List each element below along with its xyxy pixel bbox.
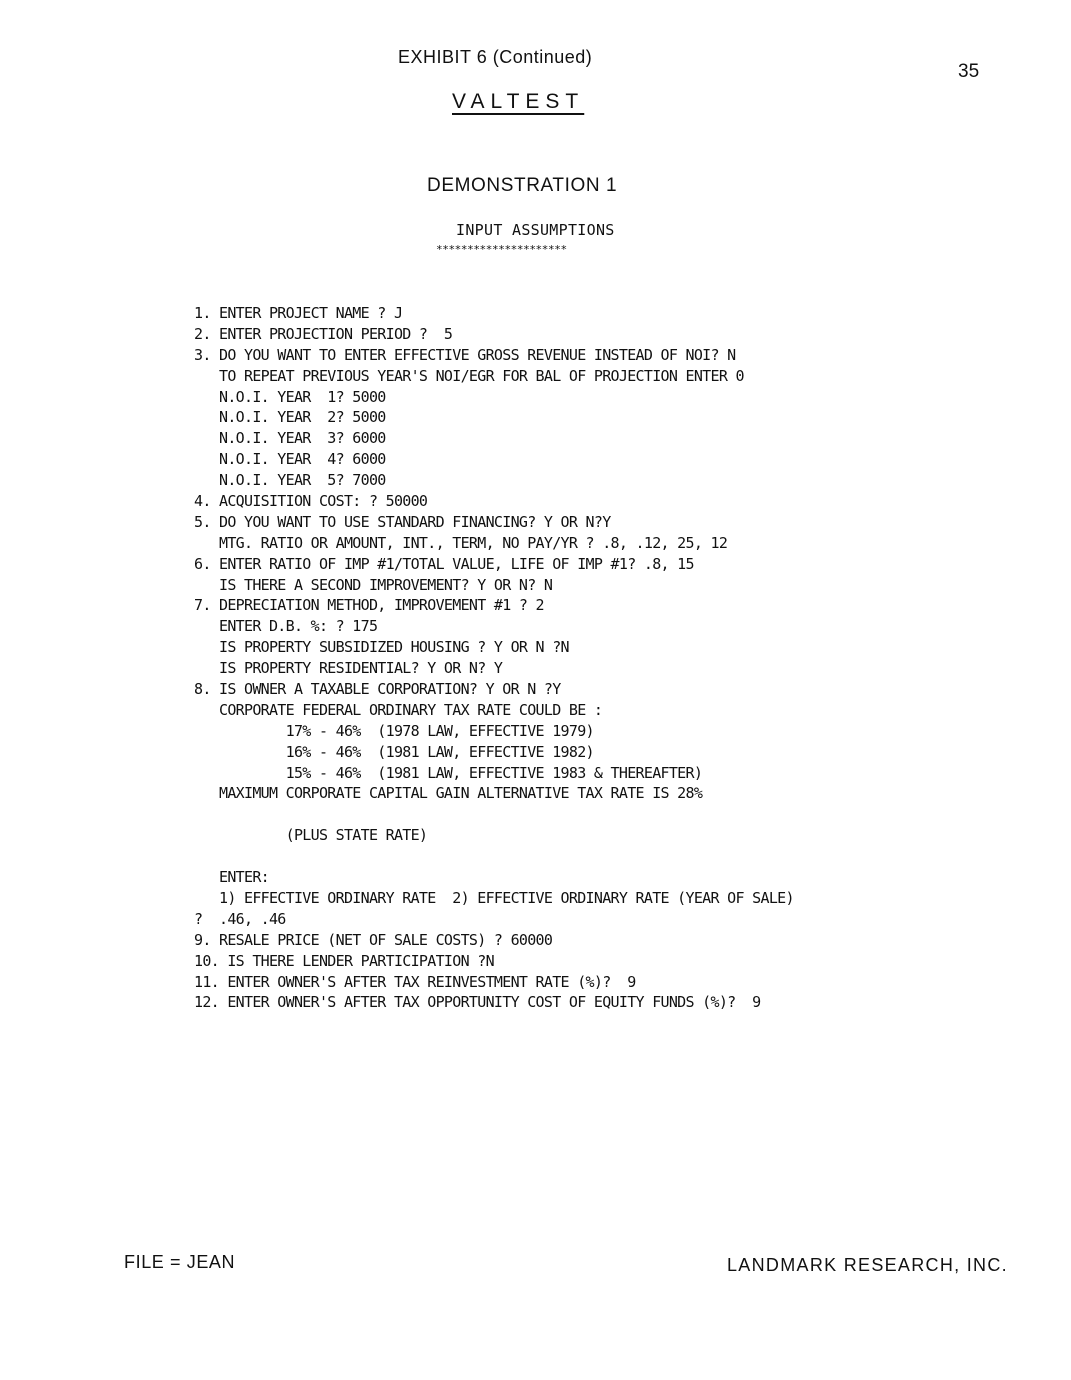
printout-line: 2. ENTER PROJECTION PERIOD ? 5	[194, 324, 453, 343]
printout-line: 6. ENTER RATIO OF IMP #1/TOTAL VALUE, LIFE OF IMP #1? .8, 15	[194, 554, 694, 573]
footer-file-name: FILE = JEAN	[124, 1252, 236, 1272]
printout-line: 4. ACQUISITION COST: ? 50000	[194, 492, 428, 511]
printout-line: 10. IS THERE LENDER PARTICIPATION ?N	[194, 951, 494, 970]
printout-line: MAXIMUM CORPORATE CAPITAL GAIN ALTERNATIVE TAX RATE IS 28%	[194, 784, 703, 803]
printout-line: IS PROPERTY RESIDENTIAL? Y OR N? Y	[194, 659, 503, 678]
printout-line: ENTER:	[194, 868, 269, 887]
printout-line: N.O.I. YEAR 3? 6000	[194, 429, 386, 448]
printout-line: 15% - 46% (1981 LAW, EFFECTIVE 1983 & THEREAFTER)	[194, 763, 703, 782]
printout-line: (PLUS STATE RATE)	[194, 826, 428, 845]
footer-company-name: LANDMARK RESEARCH, INC.	[727, 1255, 1008, 1275]
printout-line: 3. DO YOU WANT TO ENTER EFFECTIVE GROSS REVENUE INSTEAD OF NOI? N	[194, 345, 736, 364]
exhibit-heading: EXHIBIT 6 (Continued)	[398, 47, 593, 67]
printout-lines	[194, 303, 794, 1013]
printout-line: ENTER D.B. %: ? 175	[194, 617, 378, 636]
printout-line: N.O.I. YEAR 4? 6000	[194, 450, 386, 469]
printout-line: IS PROPERTY SUBSIDIZED HOUSING ? Y OR N ?N	[194, 638, 569, 657]
printout-line: 11. ENTER OWNER'S AFTER TAX REINVESTMENT RATE (%)? 9	[194, 972, 636, 991]
printout-line: 1) EFFECTIVE ORDINARY RATE 2) EFFECTIVE ORDINARY RATE (YEAR OF SALE)	[194, 888, 794, 907]
printout-line: MTG. RATIO OR AMOUNT, INT., TERM, NO PAY/YR ? .8, .12, 25, 12	[194, 533, 728, 552]
printout-line	[194, 804, 794, 825]
printout-line: CORPORATE FEDERAL ORDINARY TAX RATE COULD BE :	[194, 700, 603, 719]
printout-line: 7. DEPRECIATION METHOD, IMPROVEMENT #1 ? 2	[194, 596, 544, 615]
section-heading: INPUT ASSUMPTIONS	[456, 221, 615, 239]
printout-line: 1. ENTER PROJECT NAME ? J	[194, 304, 403, 322]
section-underline-stars: *********************	[436, 243, 567, 256]
printout-line: 5. DO YOU WANT TO USE STANDARD FINANCING? Y OR N?Y	[194, 512, 611, 531]
printout-line: N.O.I. YEAR 2? 5000	[194, 408, 386, 427]
printout-line: 16% - 46% (1981 LAW, EFFECTIVE 1982)	[194, 742, 594, 761]
printout-line: 17% - 46% (1978 LAW, EFFECTIVE 1979)	[194, 721, 594, 740]
printout-line: TO REPEAT PREVIOUS YEAR'S NOI/EGR FOR BAL OF PROJECTION ENTER 0	[194, 366, 744, 385]
page-number: 35	[958, 61, 980, 82]
demonstration-heading: DEMONSTRATION 1	[427, 175, 618, 196]
printout-line: 9. RESALE PRICE (NET OF SALE COSTS) ? 60000	[194, 930, 553, 949]
printout-line: ? .46, .46	[194, 909, 286, 928]
printout-line: N.O.I. YEAR 1? 5000	[194, 387, 386, 406]
printout-line: N.O.I. YEAR 5? 7000	[194, 471, 386, 490]
printout-line	[194, 846, 794, 867]
printout-line: IS THERE A SECOND IMPROVEMENT? Y OR N? N	[194, 575, 553, 594]
printout-line: 8. IS OWNER A TAXABLE CORPORATION? Y OR N ?Y	[194, 680, 561, 699]
program-title: VALTEST	[452, 90, 585, 113]
printout-line: 12. ENTER OWNER'S AFTER TAX OPPORTUNITY COST OF EQUITY FUNDS (%)? 9	[194, 993, 761, 1012]
